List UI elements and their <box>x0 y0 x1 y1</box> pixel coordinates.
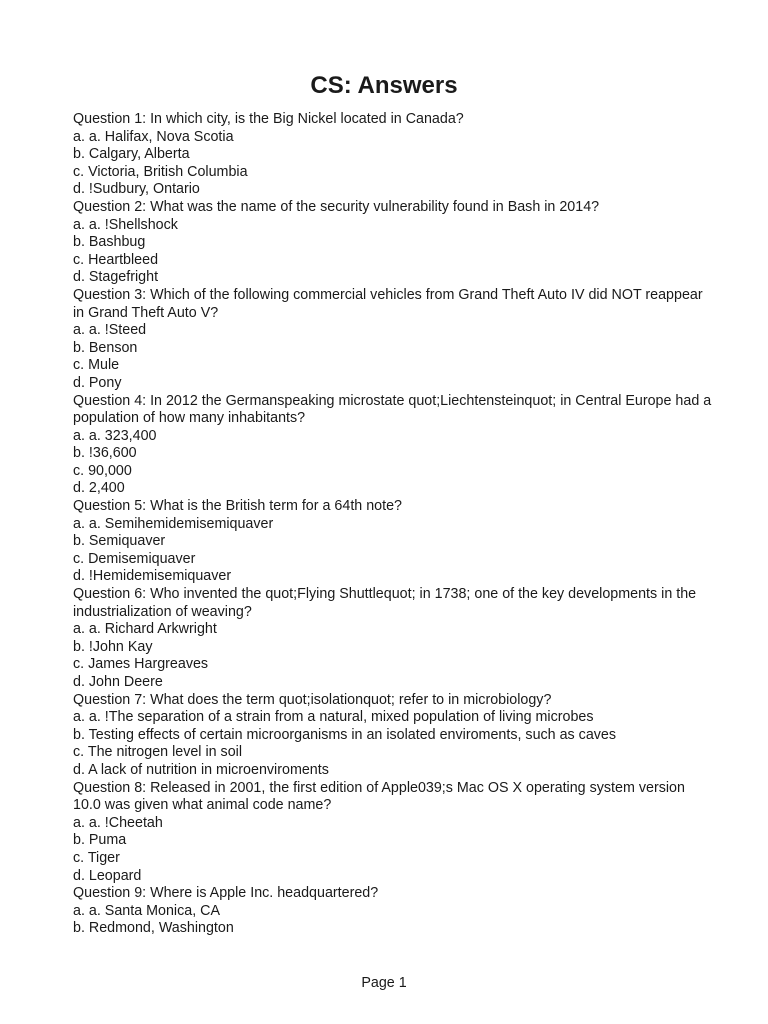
answer-option: b. Bashbug <box>73 234 146 251</box>
answer-option: a. a. !The separation of a strain from a natural, mixed population of living microbes <box>73 709 594 726</box>
answer-option: d. Leopard <box>73 867 142 884</box>
answer-option: a. a. Richard Arkwright <box>73 621 217 638</box>
answer-option: c. Victoria, British Columbia <box>73 163 248 180</box>
answer-option: c. Demisemiquaver <box>73 550 196 567</box>
answer-option: c. Mule <box>73 357 120 374</box>
answer-option: d. John Deere <box>73 674 163 690</box>
question-block <box>73 780 713 886</box>
answer-option: b. !36,600 <box>73 445 137 462</box>
answer-option: a. a. !Cheetah <box>73 814 163 831</box>
answer-option: a. a. !Shellshock <box>73 216 178 233</box>
answer-option: a. a. 323,400 <box>73 427 157 444</box>
answer-option: d. !Sudbury, Ontario <box>73 181 200 198</box>
question-text: Question 2: What was the name of the security vulnerability found in Bash in 2014? <box>73 198 600 215</box>
answer-option: b. Calgary, Alberta <box>73 146 190 163</box>
answer-option: d. 2,400 <box>73 480 125 497</box>
answer-option: d. Stagefright <box>73 269 159 286</box>
question-block <box>73 199 713 287</box>
answer-option: a. a. !Steed <box>73 322 147 339</box>
question-block <box>73 111 713 199</box>
answer-option: c. 90,000 <box>73 462 132 479</box>
answer-option: c. James Hargreaves <box>73 656 209 673</box>
question-block <box>73 586 713 692</box>
question-list <box>73 111 716 938</box>
answer-option: b. Puma <box>73 832 127 849</box>
answer-option: b. !John Kay <box>73 638 153 655</box>
answer-option: b. Testing effects of certain microorganisms in an isolated enviroments, such as caves <box>73 726 617 743</box>
question-text: Question 6: Who invented the quot;Flying Shuttlequot; in 1738; one of the key developments in the industrialization of weaving? <box>73 586 701 620</box>
answer-option: a. a. Semihemidemisemiquaver <box>73 515 274 532</box>
answer-option: c. Tiger <box>73 849 120 866</box>
question-text: Question 5: What is the British term for a 64th note? <box>73 498 402 515</box>
question-text: Question 3: Which of the following commercial vehicles from Grand Theft Auto IV did NOT reappear in Grand Theft Auto V? <box>73 286 707 321</box>
question-text: Question 8: Released in 2001, the first edition of Apple039;s Mac OS X operating system version 10.0 was given what animal code name? <box>73 779 689 814</box>
answer-option: b. Redmond, Washington <box>73 920 234 937</box>
question-block <box>73 885 713 938</box>
answer-option: a. a. Halifax, Nova Scotia <box>73 128 234 145</box>
page-title: CS: Answers <box>310 72 458 99</box>
answer-option: b. Semiquaver <box>73 533 166 550</box>
page-number: Page 1 <box>361 975 407 991</box>
question-text: Question 1: In which city, is the Big Nickel located in Canada? <box>73 111 464 127</box>
question-text: Question 9: Where is Apple Inc. headquartered? <box>73 885 379 902</box>
question-block <box>73 692 713 780</box>
answer-option: d. A lack of nutrition in microenviroments <box>73 761 329 778</box>
answer-option: c. The nitrogen level in soil <box>73 744 243 761</box>
question-text: Question 4: In 2012 the Germanspeaking microstate quot;Liechtensteinquot; in Central Europe had a population of how many inhabitants? <box>73 392 716 427</box>
answer-option: a. a. Santa Monica, CA <box>73 902 221 919</box>
question-block <box>73 392 716 499</box>
answer-option: c. Heartbleed <box>73 251 159 268</box>
question-block <box>73 498 713 586</box>
question-block <box>73 287 713 393</box>
question-text: Question 7: What does the term quot;isolationquot; refer to in microbiology? <box>73 691 552 708</box>
answer-option: d. !Hemidemisemiquaver <box>73 568 232 585</box>
answer-option: b. Benson <box>73 339 138 356</box>
answer-option: d. Pony <box>73 374 122 391</box>
